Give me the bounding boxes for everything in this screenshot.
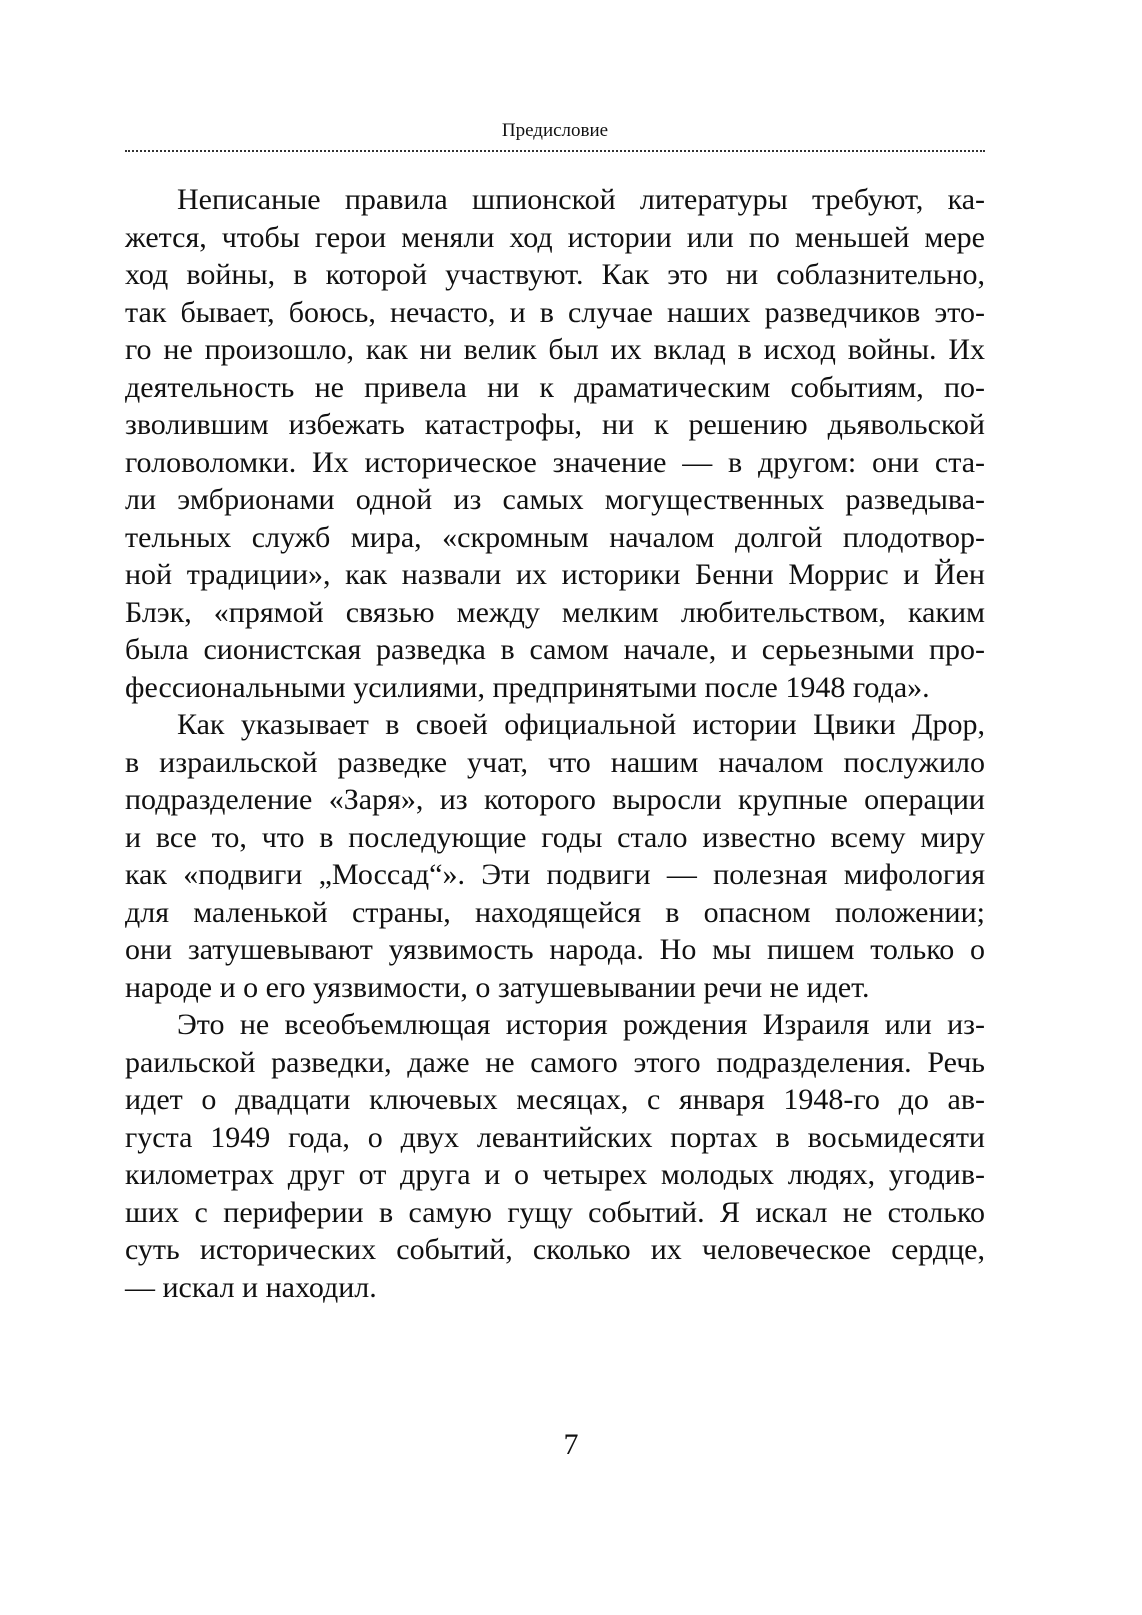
text-line: деятельность не привела ни к драматическим событиям, по- bbox=[125, 370, 985, 404]
text-line: километрах друг от друга и о четырех молодых людях, угодив- bbox=[125, 1158, 985, 1191]
text-line: для маленькой страны, находящейся в опасном положении; bbox=[125, 895, 985, 929]
text-line: головоломки. Их историческое значение — в другом: они ста- bbox=[125, 445, 985, 479]
text-line: Блэк, «прямой связью между мелким любительством, каким bbox=[125, 595, 985, 629]
text-line: го не произошло, как ни велик был их вклад в исход войны. Их bbox=[125, 333, 985, 366]
text-line: идет о двадцати ключевых месяцах, с января 1948-го до ав- bbox=[125, 1083, 985, 1116]
header-divider bbox=[125, 150, 985, 152]
text-line: они затушевывают уязвимость народа. Но мы пишем только о bbox=[125, 933, 985, 966]
text-line: — искал и находил. bbox=[125, 1270, 377, 1304]
text-line: как «подвиги „Моссад“». Эти подвиги — полезная мифология bbox=[125, 858, 985, 891]
text-line: и все то, что в последующие годы стало известно всему миру bbox=[125, 820, 985, 854]
running-header: Предисловие bbox=[501, 120, 609, 141]
text-line: тельных служб мира, «скромным началом долгой плодотвор- bbox=[125, 520, 985, 554]
text-line: Это не всеобъемлющая история рождения Израиля или из- bbox=[177, 1008, 985, 1041]
text-line: так бывает, боюсь, нечасто, и в случае наших разведчиков это- bbox=[125, 295, 985, 329]
text-line: в израильской разведке учат, что нашим началом послужило bbox=[125, 745, 985, 779]
text-line: подразделение «Заря», из которого выросли крупные операции bbox=[125, 783, 985, 816]
text-line: ной традиции», как назвали их историки Бенни Моррис и Йен bbox=[125, 558, 985, 591]
text-line: густа 1949 года, о двух левантийских портах в восьмидесяти bbox=[125, 1120, 985, 1154]
text-line: зволившим избежать катастрофы, ни к решению дьявольской bbox=[125, 408, 985, 441]
text-line: ход войны, в которой участвуют. Как это ни соблазнительно, bbox=[125, 258, 985, 291]
text-line: Неписаные правила шпионской литературы требуют, ка- bbox=[177, 183, 985, 216]
page-number: 7 bbox=[563, 1428, 579, 1461]
paragraph bbox=[125, 706, 985, 1006]
text-line: жется, чтобы герои меняли ход истории или по меньшей мере bbox=[125, 220, 985, 254]
text-line: народе и о его уязвимости, о затушевывании речи не идет. bbox=[125, 970, 870, 1004]
text-line: ли эмбрионами одной из самых могущественных разведыва- bbox=[125, 483, 985, 516]
paragraph bbox=[125, 181, 985, 706]
body-text bbox=[125, 181, 985, 1306]
paragraph bbox=[125, 1006, 985, 1306]
text-line: фессиональными усилиями, предпринятыми после 1948 года». bbox=[125, 670, 930, 704]
text-line: суть исторических событий, сколько их человеческое сердце, bbox=[125, 1233, 985, 1266]
text-line: Как указывает в своей официальной истории Цвики Дрор, bbox=[177, 708, 985, 741]
text-line: была сионистская разведка в самом начале, и серьезными про- bbox=[125, 633, 985, 666]
text-line: ших с периферии в самую гущу событий. Я искал не столько bbox=[125, 1195, 985, 1229]
text-line: раильской разведки, даже не самого этого подразделения. Речь bbox=[125, 1045, 985, 1079]
